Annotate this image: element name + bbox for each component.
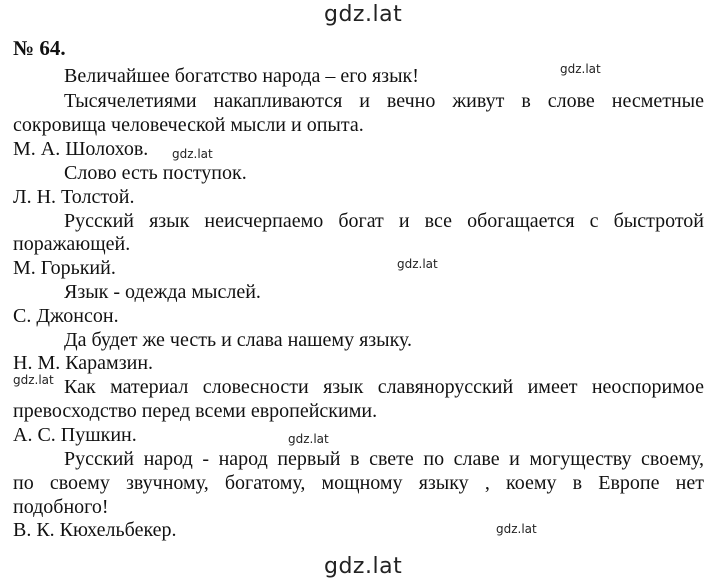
watermark-small: gdz.lat [397,257,438,271]
text-line: Да будет же честь и слава нашему языку. [64,329,413,351]
author-line: С. Джонсон. [13,305,119,327]
watermark-top: gdz.lat [324,2,403,27]
watermark-small: gdz.lat [13,373,54,387]
text-line: Язык - одежда мыслей. [64,281,261,303]
author-line: Н. М. Карамзин. [13,352,154,374]
text-line: поражающей. [13,233,131,255]
text-line: Русский народ - народ первый в свете по славе и могуществу своему, [64,448,704,470]
text-line: превосходство перед всеми европейскими. [13,400,378,422]
author-line: А. С. Пушкин. [13,424,137,446]
text-line: Слово есть поступок. [64,162,247,184]
text-line: подобного! [13,496,109,518]
watermark-bottom: gdz.lat [324,554,403,579]
text-line: сокровища человеческой мысли и опыта. [13,114,364,136]
watermark-small: gdz.lat [560,62,601,76]
text-line: по своему звучному, богатому, мощному языку , коему в Европе нет [13,472,704,494]
watermark-small: gdz.lat [496,522,537,536]
exercise-number: № 64. [13,36,66,60]
text-line: Как материал словесности язык славянорусский имеет неоспоримое [64,376,704,398]
text-line: Тысячелетиями накапливаются и вечно живут в слове несметные [64,90,704,112]
text-line: Величайшее богатство народа – его язык! [64,65,419,87]
author-line: М. Горький. [13,257,116,279]
author-line: М. А. Шолохов. [13,138,149,160]
author-line: Л. Н. Толстой. [13,186,135,208]
watermark-small: gdz.lat [288,432,329,446]
watermark-small: gdz.lat [172,147,213,161]
author-line: В. К. Кюхельбекер. [13,519,177,541]
text-line: Русский язык неисчерпаемо богат и все обогащается с быстротой [64,210,704,232]
